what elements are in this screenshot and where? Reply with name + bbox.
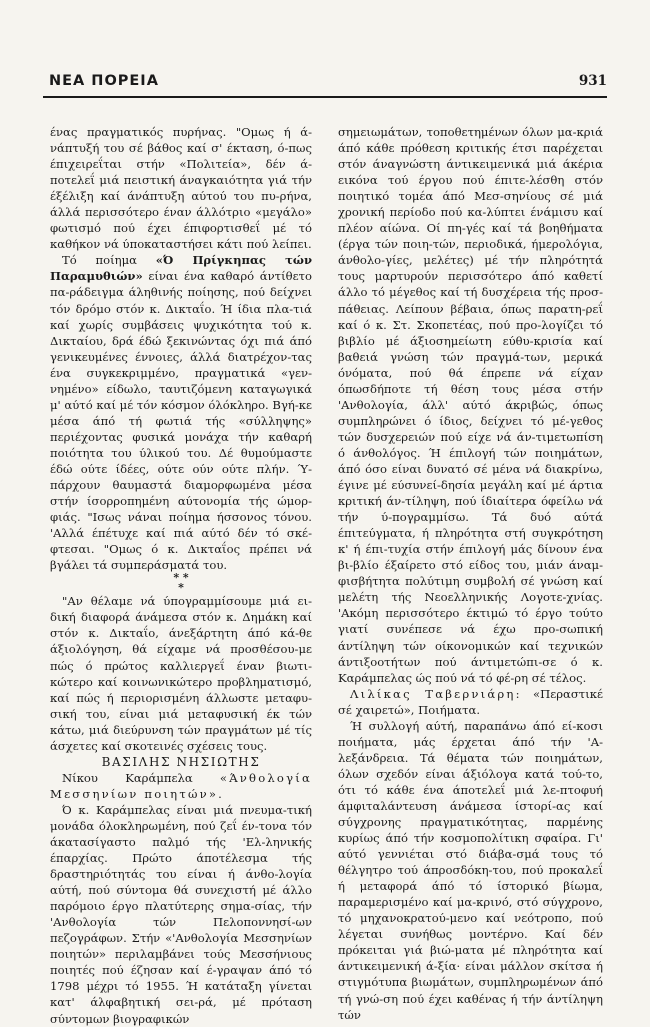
paragraph: "Αν θέλαμε νά ύπογραμμίσουμε μιά ει-δική διαφορά άνάμεσα στόν κ. Δημάκη καί στόν κ. Δικταΐο, άνεξάρτητη άπό κά-θε άξιολόγηση, θά είχαμε νά προσθέσου-με πώς ό πρώτος καλλιεργεΐ έναν βιωτι-κώτερο καί κοινωνικώτερο προβληματισμό, καί πώς ή περιορισμένη άλλωστε μεταφυ-σική του, είναι μιά μεταφυσική έκ τών κάτω, μιά διεύρυνση τών πραγμάτων μέ τίς άσχετες καί σκοτεινές σχέσεις τους. — [50, 594, 312, 753]
page-number: 931 — [578, 73, 607, 89]
paragraph: ένας πραγματικός πυρήνας. "Ομως ή ά-νάπτυξή του σέ βάθος καί σ' έκταση, ό-πως έπιχειρεΐται στήν «Πολιτεία», δέν ά-ποτελεΐ μιά πειστική άναγκαιότητα γιά τήν έξέλιξη καί άνάπτυξη αύτού του πυ-ρήνα, άλλά περισσότερο έναν άλλότριο «μεγάλο» φωτισμό πού έχει έπιφορτισθεΐ μέ τό καθήκον νά ύποκαταστήσει κάτι πού λείπει. — [50, 125, 312, 252]
author-signature: ΒΑΣΙΛΗΣ ΝΗΣΙΩΤΗΣ — [101, 754, 261, 769]
book-title: «Άνθολογία Μεσσηνίων ποιητών». — [50, 770, 313, 801]
paragraph: Ό κ. Καράμπελας είναι μιά πνευμα-τική μονάδα όλοκληρωμένη, πού ζεΐ έν-τονα τόν άκατασίγαστο παλμό τής 'Ελ-ληνικής έπαρχίας. Πρώτο άποτέλεσμα τής δραστηριότητάς του είναι ή άνθο-λογία αύτή, πού σύντομα θά συνεχιστή μέ άλλο παρόμοιο έργο πλατύτερης σημα-σίας, τήν 'Ανθολογία τών Πελοποννησί-ων πεζογράφων. Στήν «'Ανθολογία Μεσσηνίων ποιητών» περιλαμβάνει τούς Μεσσήνιους ποιητές πού έζησαν καί έ-γραψαν άπό τό 1798 μέχρι τό 1955. Ή κατάταξη γίνεται κατ' άλφαβητική σει-ρά, μέ πρόταση σύντομων βιογραφικών — [50, 802, 312, 1026]
paragraph: σημειωμάτων, τοποθετημένων όλων μα-κριά άπό κάθε πρόθεση κριτικής έτσι παρέχεται στόν άναγνώστη άντικειμενικά μιά άκέρια εικόνα τού έργου πού έπιτε-λέσθη στόν ποιητικό τομέα άπό Μεσ-σηνίους σέ μιά χρονική περίοδο πού κα-λύπτει ένάμισυ καί πλέον αίώνα. Οί πη-γές καί τά βοηθήματα (έργα τών ποιη-τών, περιοδικά, ήμερολόγια, άνθολο-γίες, μελέτες) μέ τήν πληρότητά τους μαρτυρούν περισσότερο άπό καθετί άλλο τό μέγεθος καί τή δυσχέρεια τής προσ-πάθειας. Λείπουν βέβαια, όπως παρατη-ρεΐ καί ό κ. Στ. Σκοπετέας, πού προ-λογίζει τό βιβλίο μέ άξιοσημείωτη εύθυ-κρισία καί βαθειά γνώση τών πραγμά-των, μερικά όνόματα, πού θά έπρεπε νά είχαν όπωσδήποτε τή θέση τους μέσα στήν 'Ανθολογία, άλλ' αύτό άκριβώς, όπως συμπληρώνει ό ίδιος, δείχνει τό μέ-γεθος τών δυσχερειών πού είχε νά άν-τιμετωπίση ό άνθολόγος. Ή έπιλογή τών ποιημάτων, άπό όσο είναι δυνατό σέ μένα νά διακρίνω, έγινε μέ εύσυνεί-δησία μεγάλη καί μέ άρτια κριτική άν-τίληψη, πού ίδιαίτερα όφείλω νά τήν ύ-πογραμμίσω. Τά δυό αύτά έπιτεύγματα, ή πληρότητα στή συγκρότηση κ' ή έπι-τυχία στήν έπιλογή μάς δίνουν ένα βι-βλίο έξαίρετο στό είδος του, μιάν άναμ-φισβήτητα πολύτιμη συμβολή σέ γνώση καί μελέτη τής Νεοελληνικής Λογοτε-χνίας. 'Ακόμη περισσότερο έκτιμώ τό έργο τούτο γιατί συνέπεσε νά έχω προ-σωπική άντίληψη τών οίκονομικών καί τεχνικών άντιξοοτήτων πού άντιμετώπι-σε ό κ. Καράμπελας ώς πού νά τό φέ-ρη σέ τέλος. — [338, 125, 603, 685]
text-run: είναι ένα καθαρό άντίθετο πα-ράδειγμα άληθινής ποίησης, πού δείχνει τόν δρόμο στόν κ. Δικταΐο. Ή ίδια πλα-τιά καί χωρίς συμβάσεις ψυχικότητα τού κ. Δικταίου, δρά έδώ ξεκινώντας όχι πιά άπό γενικευμένες έννοιες, άλλά διατρέχον-τας ένα συγκεκριμμένο, πραγματικά «γεν-νημένο» είδωλο, ταυτιζόμενη καταγωγικά μ' αύτό καί μέ τόν κόσμον όλόκληρο. Βγή-κε μέσα άπό τή φωτιά τής «σύλληψης» περιέχοντας φυσικά μονάχα τήν καθαρή ποιότητα του ύλικού του. Δέ θυμούμαστε έδώ ούτε ίδέες, ούτε ούν ούτε πλήν. Ύ-πάρχουν θαυμαστά διαμορφωμένα μέσα στήν ίσορροπημένη αύτονομία τής ώμορ-φιάς. "Ισως νάναι ποίημα ήσσονος τόνου. 'Αλλά έπέτυχε καί πιά αύτό δέν τό σκέ-φτεσαι. "Ομως ό κ. Δικταΐος πρέπει νά βγάλει τά συμπεράσματά του. — [50, 269, 312, 573]
book-author: Λιλίκας Ταβερνιάρη: — [350, 686, 522, 701]
poem-title: «Ό Πρίγκηπας τών Παραμυθιών» — [50, 253, 312, 284]
section-break-asterisks: * * * — [173, 571, 189, 595]
left-column — [50, 124, 312, 1027]
book-heading — [338, 686, 603, 718]
paragraph: Ή συλλογή αύτή, παραπάνω άπό εί-κοσι ποιήματα, μάς έρχεται άπό τήν 'Α-λεξάνδρεια. Τά θέματα τών ποιημάτων, όλων σχεδόν είναι άξιόλογα κατά τού-το, ότι τό κάθε ένα άποτελεΐ μιά λε-πτοφυή άμφιταλάντευση άνάμεσα ίστορί-ας καί σύγχρονης πραγματικότητας, παρμένης κυρίως άπό τήν κοσμοπολίτικη σφαίρα. Γι' αύτό γεννιέται στό διάβα-σμά τους τό θέλγητρο τού άπροσδόκη-του, πού προκαλεΐ ή μεταφορά άπό τό ίστορικό βίωμα, παραμερισμένο καί μα-κρινό, στό σύγχρονο, τό μηχανοκρατού-μενο καί νεότροπο, πού λέγεται συνήθως μοντέρνο. Καί δέν πρόκειται γιά βιώ-ματα μέ πληρότητα καί άντικειμενική ά-ξία· είναι μάλλον σκίτσα ή στιγμότυπα βιωμάτων, συμπληρωμένων άπό τή γνώ-ση πού έχει καθένας ή τήν άντίληψη τών — [338, 718, 603, 1022]
running-header — [43, 70, 607, 98]
journal-title: ΝΕΑ ΠΟΡΕΙΑ — [49, 73, 159, 89]
right-column — [338, 124, 603, 1023]
text-run: Τό ποίημα — [62, 253, 156, 268]
paragraph — [50, 252, 312, 573]
book-title: «Περαστικέ σέ χαιρετώ», Ποιήματα. — [338, 686, 603, 717]
book-author: Νίκου Καράμπελα — [62, 770, 193, 785]
book-heading — [50, 770, 312, 802]
